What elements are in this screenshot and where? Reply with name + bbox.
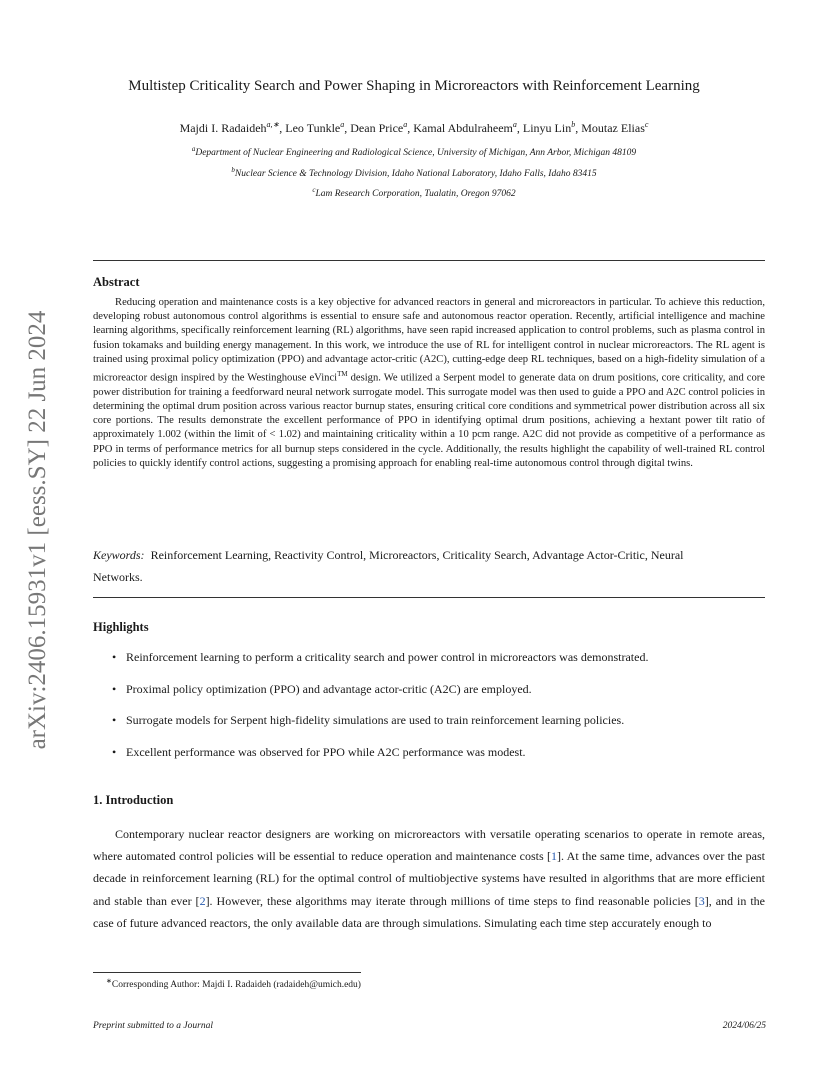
highlights-heading: Highlights: [93, 620, 149, 634]
citation-link[interactable]: 3: [698, 893, 705, 908]
arxiv-sidebar: [18, 280, 58, 780]
footer-journal: Preprint submitted to a Journal: [93, 1021, 213, 1031]
author-list: Majdi I. Radaideh$^{a,∗}$, Leo Tunkle$^a$, Dean Price$^a$, Kamal Abdulraheem$^a$, Linyu Lin$^b$, Moutaz Elias$^c$: [179, 120, 649, 135]
abstract-heading: Abstract: [93, 275, 140, 289]
footer-date: 2024/06/25: [722, 1021, 766, 1031]
abstract-text: Reducing operation and maintenance costs is a key objective for advanced reactors in general and microreactors in particular. To achieve this reduction, developing robust autonomous control algorithms is essential to ensure safe and autonomous reactor operation. Recently, artificial intelligence and machine learning algorithms, specifically reinforcement learning (RL) algorithms, have seen rapid increased application to control problems, such as plasma control in fusion tokamaks and building energy management. In this work, we introduce the use of RL for intelligent control in nuclear microreactors. The RL agent is trained using proximal policy optimization (PPO) and advantage actor-critic (A2C), cutting-edge deep RL techniques, based on a high-fidelity simulation of a microreactor design inspired by the Westinghouse eVinci™ design. We utilized a Serpent model to generate data on drum positions, core criticality, and core power distribution for training a feedforward neural network surrogate model. This surrogate model was then used to guide a PPO and A2C control policies in determining the optimal drum position across various reactor burnup states, ensuring critical core conditions and symmetrical power distribution across all six core portions. The results demonstrate the excellent performance of PPO in identifying optimal drum positions, achieving a hextant power tilt ratio of approximately 1.002 (within the limit of < 1.02) and maintaining criticality within a 10 pcm range. A2C did not provide as competitive of a performance as PPO in terms of performance metrics for all burnup steps considered in the cycle. Additionally, the results highlight the capability of well-trained RL control policies to quickly identify control actions, suggesting a promising approach for enabling real-time autonomous control through digital twins.: [93, 297, 765, 469]
list-item: • Surrogate models for Serpent high-fidelity simulations are used to train reinforcement learning policies.: [112, 713, 625, 727]
affiliation: $^b$Nuclear Science & Technology Division, Idaho National Laboratory, Idaho Falls, Idaho 83415: [231, 166, 597, 180]
author: Majdi I. Radaideh$^{a,∗}$: [179, 120, 280, 135]
author: Linyu Lin$^b$: [522, 120, 576, 135]
keywords-text: Reinforcement Learning, Reactivity Control, Microreactors, Criticality Search, Advantage Actor-Critic, Neural Networks.: [93, 548, 684, 584]
bullet-icon: •: [112, 650, 117, 664]
bullet-icon: •: [112, 744, 117, 759]
footnote-divider: [93, 972, 361, 973]
author: Dean Price$^a$: [350, 120, 408, 135]
list-item: • Proximal policy optimization (PPO) and advantage actor-critic (A2C) are employed.: [112, 681, 532, 696]
paper-title: Multistep Criticality Search and Power Shaping in Microreactors with Reinforcement Learning: [128, 78, 700, 94]
author: Leo Tunkle$^a$: [285, 120, 345, 135]
divider: [93, 260, 765, 261]
citation-link[interactable]: 2: [199, 893, 206, 908]
introduction-heading: 1. Introduction: [93, 793, 174, 807]
affiliation: $^c$Lam Research Corporation, Tualatin, Oregon 97062: [312, 186, 516, 200]
highlights-list: [110, 650, 770, 776]
list-item: • Excellent performance was observed for PPO while A2C performance was modest.: [112, 744, 526, 759]
divider: [93, 597, 765, 598]
author: Moutaz Elias$^c$: [581, 120, 649, 135]
keywords: [93, 544, 733, 588]
bullet-icon: •: [112, 713, 117, 727]
author: Kamal Abdulraheem$^a$: [413, 120, 517, 135]
introduction-text: Contemporary nuclear reactor designers are working on microreactors with versatile operating scenarios to operate in remote areas, where automated control policies will be essential to reduce operation and maintenance costs [1]. At the same time, advances over the past decade in reinforcement learning (RL) for the optimal control of multiobjective systems have resulted in algorithms that are more efficient and stable than ever [2]. However, these algorithms may iterate through millions of time steps to find reasonable policies [3], and in the case of future advanced reactors, the only available data are through simulations. Simulating each time step accurately enough to: [93, 827, 765, 930]
affiliation: $^a$Department of Nuclear Engineering and Radiological Science, University of Michigan, Ann Arbor, Michigan 48109: [191, 145, 637, 159]
arxiv-identifier: arXiv:2406.15931v1 [eess.SY] 22 Jun 2024: [24, 310, 51, 750]
keywords-label: Keywords:: [93, 548, 145, 562]
footnote: ∗Corresponding Author: Majdi I. Radaideh (radaideh@umich.edu): [106, 977, 361, 991]
bullet-icon: •: [112, 681, 117, 696]
citation-link[interactable]: 1: [550, 849, 557, 864]
list-item: • Reinforcement learning to perform a criticality search and power control in microreactors was demonstrated.: [112, 650, 649, 664]
